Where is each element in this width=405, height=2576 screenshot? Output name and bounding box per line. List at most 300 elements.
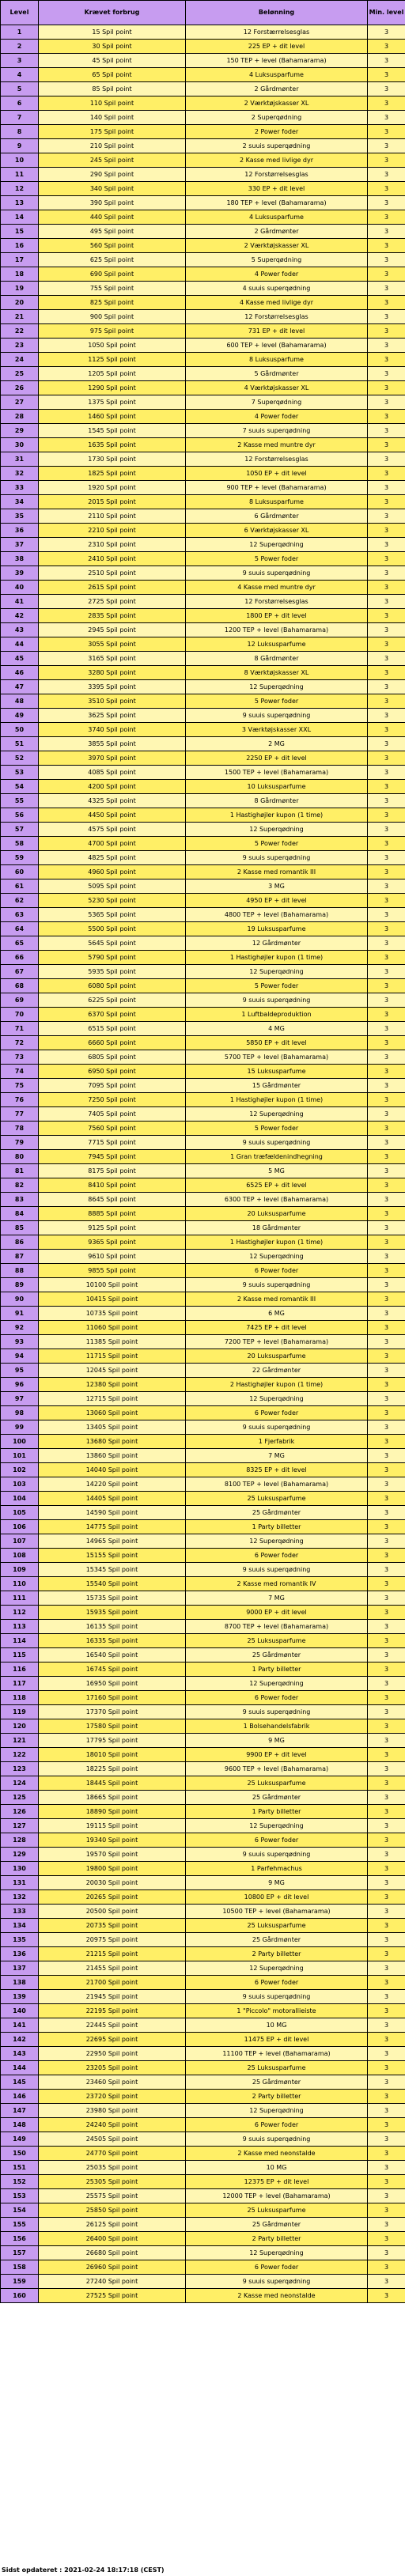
cell-min-level: 3 — [368, 766, 405, 780]
cell-min-level: 3 — [368, 1577, 405, 1591]
cell-reward: 9 suuis superqødning — [186, 1848, 368, 1862]
cell-required-spend: 15935 Spil point — [39, 1606, 186, 1620]
cell-min-level: 3 — [368, 1833, 405, 1848]
table-row — [1, 1093, 405, 1107]
cell-min-level: 3 — [368, 395, 405, 410]
cell-reward: 18 Gårdmønter — [186, 1221, 368, 1235]
cell-required-spend: 23460 Spil point — [39, 2075, 186, 2090]
cell-required-spend: 19115 Spil point — [39, 1819, 186, 1833]
table-row — [1, 353, 405, 367]
cell-reward: 9 suuis superqødning — [186, 709, 368, 723]
cell-level: 17 — [1, 253, 39, 267]
cell-min-level: 3 — [368, 1292, 405, 1307]
table-row — [1, 395, 405, 410]
cell-reward: 25 Luksusparfume — [186, 1776, 368, 1791]
table-row — [1, 808, 405, 823]
cell-required-spend: 27240 Spil point — [39, 2275, 186, 2289]
header-min-level: Min. level — [368, 1, 405, 25]
table-row — [1, 609, 405, 623]
cell-required-spend: 19800 Spil point — [39, 1862, 186, 1876]
cell-reward: 8700 TEP + level (Bahamarama) — [186, 1620, 368, 1634]
cell-min-level: 3 — [368, 1677, 405, 1691]
cell-min-level: 3 — [368, 808, 405, 823]
cell-min-level: 3 — [368, 1264, 405, 1278]
table-row — [1, 2075, 405, 2090]
cell-reward: 4950 EP + dit level — [186, 894, 368, 908]
cell-required-spend: 8410 Spil point — [39, 1178, 186, 1193]
cell-reward: 1 "Piccolo" motorallieiste — [186, 2004, 368, 2018]
table-row — [1, 1492, 405, 1506]
cell-required-spend: 2310 Spil point — [39, 538, 186, 552]
cell-level: 71 — [1, 1022, 39, 1036]
cell-reward: 2 Party billetter — [186, 2232, 368, 2246]
cell-required-spend: 1635 Spil point — [39, 438, 186, 452]
cell-reward: 9 MG — [186, 1734, 368, 1748]
table-row — [1, 1022, 405, 1036]
cell-reward: 12 Superqødning — [186, 823, 368, 837]
table-row — [1, 168, 405, 182]
cell-level: 96 — [1, 1378, 39, 1392]
cell-level: 30 — [1, 438, 39, 452]
cell-min-level: 3 — [368, 1392, 405, 1406]
table-row — [1, 1122, 405, 1136]
cell-level: 76 — [1, 1093, 39, 1107]
cell-min-level: 3 — [368, 2189, 405, 2203]
cell-required-spend: 6805 Spil point — [39, 1050, 186, 1065]
table-row — [1, 2260, 405, 2275]
cell-reward: 2 Kasse med romantik III — [186, 865, 368, 879]
table-row — [1, 1549, 405, 1563]
cell-reward: 11475 EP + dit level — [186, 2033, 368, 2047]
cell-reward: 15 Gårdmønter — [186, 1079, 368, 1093]
cell-required-spend: 340 Spil point — [39, 182, 186, 196]
cell-level: 37 — [1, 538, 39, 552]
cell-level: 82 — [1, 1178, 39, 1193]
cell-level: 70 — [1, 1008, 39, 1022]
table-row — [1, 1164, 405, 1178]
cell-level: 36 — [1, 524, 39, 538]
cell-required-spend: 16335 Spil point — [39, 1634, 186, 1648]
table-row — [1, 239, 405, 253]
cell-min-level: 3 — [368, 851, 405, 865]
table-row — [1, 381, 405, 395]
cell-reward: 12 Superqødning — [186, 1534, 368, 1549]
cell-required-spend: 9855 Spil point — [39, 1264, 186, 1278]
cell-level: 27 — [1, 395, 39, 410]
cell-reward: 9 suuis superqødning — [186, 566, 368, 581]
cell-level: 43 — [1, 623, 39, 637]
cell-required-spend: 20975 Spil point — [39, 1933, 186, 1947]
cell-required-spend: 15155 Spil point — [39, 1549, 186, 1563]
cell-min-level: 3 — [368, 1335, 405, 1349]
table-row — [1, 1848, 405, 1862]
table-row — [1, 40, 405, 54]
table-row — [1, 1235, 405, 1250]
cell-required-spend: 2725 Spil point — [39, 595, 186, 609]
cell-level: 97 — [1, 1392, 39, 1406]
cell-level: 157 — [1, 2246, 39, 2260]
cell-level: 113 — [1, 1620, 39, 1634]
cell-required-spend: 2410 Spil point — [39, 552, 186, 566]
cell-level: 57 — [1, 823, 39, 837]
table-row — [1, 1079, 405, 1093]
table-row — [1, 1933, 405, 1947]
cell-level: 18 — [1, 267, 39, 282]
table-row — [1, 1193, 405, 1207]
cell-reward: 900 TEP + level (Bahamarama) — [186, 481, 368, 495]
cell-level: 52 — [1, 751, 39, 766]
cell-min-level: 3 — [368, 2260, 405, 2275]
cell-level: 142 — [1, 2033, 39, 2047]
cell-reward: 5 MG — [186, 1164, 368, 1178]
cell-level: 102 — [1, 1463, 39, 1477]
cell-reward: 9 suuis superqødning — [186, 2275, 368, 2289]
cell-required-spend: 7560 Spil point — [39, 1122, 186, 1136]
cell-reward: 4 MG — [186, 1022, 368, 1036]
table-row — [1, 282, 405, 296]
cell-reward: 6525 EP + dit level — [186, 1178, 368, 1193]
cell-min-level: 3 — [368, 1719, 405, 1734]
cell-required-spend: 15 Spil point — [39, 25, 186, 40]
cell-min-level: 3 — [368, 225, 405, 239]
cell-min-level: 3 — [368, 324, 405, 339]
table-row — [1, 851, 405, 865]
table-row — [1, 666, 405, 680]
cell-required-spend: 1290 Spil point — [39, 381, 186, 395]
table-row — [1, 139, 405, 153]
table-row — [1, 196, 405, 210]
cell-required-spend: 20735 Spil point — [39, 1919, 186, 1933]
cell-min-level: 3 — [368, 1876, 405, 1890]
cell-required-spend: 6225 Spil point — [39, 993, 186, 1008]
cell-required-spend: 19570 Spil point — [39, 1848, 186, 1862]
cell-level: 80 — [1, 1150, 39, 1164]
cell-min-level: 3 — [368, 1776, 405, 1791]
cell-min-level: 3 — [368, 1549, 405, 1563]
cell-min-level: 3 — [368, 182, 405, 196]
cell-required-spend: 7945 Spil point — [39, 1150, 186, 1164]
cell-level: 101 — [1, 1449, 39, 1463]
cell-level: 9 — [1, 139, 39, 153]
cell-min-level: 3 — [368, 1150, 405, 1164]
cell-min-level: 3 — [368, 1591, 405, 1606]
cell-required-spend: 2835 Spil point — [39, 609, 186, 623]
cell-required-spend: 6370 Spil point — [39, 1008, 186, 1022]
cell-level: 2 — [1, 40, 39, 54]
cell-reward: 25 Luksusparfume — [186, 2203, 368, 2218]
cell-min-level: 3 — [368, 267, 405, 282]
cell-required-spend: 25305 Spil point — [39, 2175, 186, 2189]
table-row — [1, 1805, 405, 1819]
cell-required-spend: 1545 Spil point — [39, 424, 186, 438]
cell-required-spend: 15345 Spil point — [39, 1563, 186, 1577]
cell-required-spend: 11060 Spil point — [39, 1321, 186, 1335]
cell-required-spend: 18225 Spil point — [39, 1762, 186, 1776]
cell-level: 4 — [1, 68, 39, 82]
table-row — [1, 1506, 405, 1520]
table-row — [1, 2218, 405, 2232]
cell-min-level: 3 — [368, 2104, 405, 2118]
table-row — [1, 2275, 405, 2289]
cell-required-spend: 1920 Spil point — [39, 481, 186, 495]
cell-min-level: 3 — [368, 1506, 405, 1520]
cell-reward: 3 MG — [186, 879, 368, 894]
cell-required-spend: 3970 Spil point — [39, 751, 186, 766]
cell-required-spend: 20030 Spil point — [39, 1876, 186, 1890]
cell-level: 136 — [1, 1947, 39, 1961]
cell-reward: 2 suuis superqødning — [186, 139, 368, 153]
cell-level: 154 — [1, 2203, 39, 2218]
cell-required-spend: 17160 Spil point — [39, 1691, 186, 1705]
cell-min-level: 3 — [368, 1976, 405, 1990]
cell-min-level: 3 — [368, 1463, 405, 1477]
cell-level: 50 — [1, 723, 39, 737]
cell-min-level: 3 — [368, 1919, 405, 1933]
table-row — [1, 2047, 405, 2061]
cell-required-spend: 8885 Spil point — [39, 1207, 186, 1221]
cell-reward: 4 Luksusparfume — [186, 68, 368, 82]
cell-reward: 12 Superqødning — [186, 2246, 368, 2260]
cell-min-level: 3 — [368, 111, 405, 125]
cell-min-level: 3 — [368, 424, 405, 438]
cell-level: 93 — [1, 1335, 39, 1349]
cell-level: 24 — [1, 353, 39, 367]
table-row — [1, 993, 405, 1008]
cell-reward: 5 Gårdmønter — [186, 367, 368, 381]
table-row — [1, 1919, 405, 1933]
cell-level: 103 — [1, 1477, 39, 1492]
cell-min-level: 3 — [368, 1492, 405, 1506]
cell-reward: 2 Party billetter — [186, 1947, 368, 1961]
cell-level: 129 — [1, 1848, 39, 1862]
cell-required-spend: 4825 Spil point — [39, 851, 186, 865]
cell-required-spend: 1375 Spil point — [39, 395, 186, 410]
cell-reward: 11100 TEP + level (Bahamarama) — [186, 2047, 368, 2061]
cell-required-spend: 2210 Spil point — [39, 524, 186, 538]
cell-required-spend: 440 Spil point — [39, 210, 186, 225]
table-row — [1, 552, 405, 566]
cell-min-level: 3 — [368, 1762, 405, 1776]
cell-min-level: 3 — [368, 879, 405, 894]
table-row — [1, 324, 405, 339]
cell-reward: 5 Power foder — [186, 694, 368, 709]
cell-level: 75 — [1, 1079, 39, 1093]
cell-required-spend: 1050 Spil point — [39, 339, 186, 353]
cell-reward: 1 Bolsehandelsfabrik — [186, 1719, 368, 1734]
cell-required-spend: 25575 Spil point — [39, 2189, 186, 2203]
table-row — [1, 794, 405, 808]
cell-required-spend: 4575 Spil point — [39, 823, 186, 837]
cell-level: 7 — [1, 111, 39, 125]
cell-required-spend: 21455 Spil point — [39, 1961, 186, 1976]
cell-reward: 19 Luksusparfume — [186, 922, 368, 936]
cell-reward: 12 Superqødning — [186, 538, 368, 552]
cell-level: 160 — [1, 2289, 39, 2303]
cell-reward: 6 Power foder — [186, 1264, 368, 1278]
cell-min-level: 3 — [368, 1364, 405, 1378]
cell-min-level: 3 — [368, 1193, 405, 1207]
cell-level: 151 — [1, 2161, 39, 2175]
table-row — [1, 1833, 405, 1848]
table-row — [1, 922, 405, 936]
cell-required-spend: 18445 Spil point — [39, 1776, 186, 1791]
table-row — [1, 1691, 405, 1705]
cell-level: 49 — [1, 709, 39, 723]
cell-min-level: 3 — [368, 680, 405, 694]
cell-level: 147 — [1, 2104, 39, 2118]
cell-reward: 25 Gårdmønter — [186, 1791, 368, 1805]
cell-required-spend: 2945 Spil point — [39, 623, 186, 637]
cell-min-level: 3 — [368, 1321, 405, 1335]
cell-min-level: 3 — [368, 2218, 405, 2232]
table-row — [1, 623, 405, 637]
cell-required-spend: 27525 Spil point — [39, 2289, 186, 2303]
cell-min-level: 3 — [368, 737, 405, 751]
table-row — [1, 1577, 405, 1591]
cell-required-spend: 6080 Spil point — [39, 979, 186, 993]
cell-level: 63 — [1, 908, 39, 922]
table-row — [1, 2033, 405, 2047]
cell-level: 12 — [1, 182, 39, 196]
table-row — [1, 1264, 405, 1278]
cell-required-spend: 11385 Spil point — [39, 1335, 186, 1349]
cell-required-spend: 8645 Spil point — [39, 1193, 186, 1207]
cell-min-level: 3 — [368, 168, 405, 182]
table-row — [1, 1036, 405, 1050]
cell-level: 79 — [1, 1136, 39, 1150]
cell-required-spend: 9365 Spil point — [39, 1235, 186, 1250]
cell-reward: 225 EP + dit level — [186, 40, 368, 54]
cell-reward: 8100 TEP + level (Bahamarama) — [186, 1477, 368, 1492]
cell-level: 21 — [1, 310, 39, 324]
table-row — [1, 125, 405, 139]
cell-reward: 10 Luksusparfume — [186, 780, 368, 794]
cell-level: 13 — [1, 196, 39, 210]
cell-reward: 5 Power foder — [186, 979, 368, 993]
cell-required-spend: 15540 Spil point — [39, 1577, 186, 1591]
table-row — [1, 894, 405, 908]
cell-required-spend: 15735 Spil point — [39, 1591, 186, 1606]
cell-level: 11 — [1, 168, 39, 182]
cell-required-spend: 900 Spil point — [39, 310, 186, 324]
cell-required-spend: 3510 Spil point — [39, 694, 186, 709]
cell-level: 114 — [1, 1634, 39, 1648]
cell-required-spend: 22195 Spil point — [39, 2004, 186, 2018]
cell-min-level: 3 — [368, 1805, 405, 1819]
table-row — [1, 1307, 405, 1321]
cell-required-spend: 12715 Spil point — [39, 1392, 186, 1406]
table-row — [1, 538, 405, 552]
table-row — [1, 1420, 405, 1435]
cell-reward: 8 Værktøjskasser XL — [186, 666, 368, 680]
table-row — [1, 951, 405, 965]
table-row — [1, 837, 405, 851]
cell-reward: 12 Gårdmønter — [186, 936, 368, 951]
table-row — [1, 1648, 405, 1662]
cell-reward: 7 MG — [186, 1591, 368, 1606]
cell-min-level: 3 — [368, 495, 405, 509]
cell-level: 54 — [1, 780, 39, 794]
cell-level: 156 — [1, 2232, 39, 2246]
cell-required-spend: 17370 Spil point — [39, 1705, 186, 1719]
cell-level: 6 — [1, 96, 39, 111]
cell-level: 150 — [1, 2147, 39, 2161]
cell-min-level: 3 — [368, 1093, 405, 1107]
cell-level: 55 — [1, 794, 39, 808]
table-row — [1, 780, 405, 794]
cell-required-spend: 7715 Spil point — [39, 1136, 186, 1150]
cell-level: 105 — [1, 1506, 39, 1520]
cell-min-level: 3 — [368, 922, 405, 936]
cell-min-level: 3 — [368, 908, 405, 922]
table-row — [1, 2232, 405, 2246]
cell-reward: 1500 TEP + level (Bahamarama) — [186, 766, 368, 780]
cell-reward: 10 MG — [186, 2018, 368, 2033]
cell-level: 122 — [1, 1748, 39, 1762]
cell-min-level: 3 — [368, 1079, 405, 1093]
cell-min-level: 3 — [368, 823, 405, 837]
cell-reward: 8 Gårdmønter — [186, 794, 368, 808]
cell-reward: 4 Værktøjskasser XL — [186, 381, 368, 395]
cell-min-level: 3 — [368, 1420, 405, 1435]
table-row — [1, 424, 405, 438]
table-row — [1, 1748, 405, 1762]
cell-reward: 12000 TEP + level (Bahamarama) — [186, 2189, 368, 2203]
table-row — [1, 2004, 405, 2018]
cell-reward: 1 Hastighøjler kupon (1 time) — [186, 808, 368, 823]
cell-reward: 12 Superqødning — [186, 965, 368, 979]
cell-reward: 12375 EP + dit level — [186, 2175, 368, 2189]
cell-reward: 12 Superqødning — [186, 1392, 368, 1406]
cell-required-spend: 1460 Spil point — [39, 410, 186, 424]
cell-level: 104 — [1, 1492, 39, 1506]
cell-min-level: 3 — [368, 353, 405, 367]
cell-level: 90 — [1, 1292, 39, 1307]
cell-level: 65 — [1, 936, 39, 951]
table-row — [1, 1677, 405, 1691]
cell-required-spend: 13860 Spil point — [39, 1449, 186, 1463]
cell-min-level: 3 — [368, 623, 405, 637]
table-row — [1, 82, 405, 96]
cell-required-spend: 13405 Spil point — [39, 1420, 186, 1435]
table-row — [1, 1762, 405, 1776]
cell-required-spend: 45 Spil point — [39, 54, 186, 68]
cell-reward: 330 EP + dit level — [186, 182, 368, 196]
table-row — [1, 153, 405, 168]
table-row — [1, 2246, 405, 2260]
cell-reward: 5 Superqødning — [186, 253, 368, 267]
cell-level: 158 — [1, 2260, 39, 2275]
cell-reward: 8 Luksusparfume — [186, 495, 368, 509]
cell-reward: 2 Værktøjskasser XL — [186, 96, 368, 111]
cell-reward: 5850 EP + dit level — [186, 1036, 368, 1050]
table-row — [1, 1278, 405, 1292]
cell-required-spend: 9610 Spil point — [39, 1250, 186, 1264]
cell-required-spend: 26125 Spil point — [39, 2218, 186, 2232]
cell-level: 73 — [1, 1050, 39, 1065]
cell-level: 35 — [1, 509, 39, 524]
table-row — [1, 310, 405, 324]
cell-level: 131 — [1, 1876, 39, 1890]
cell-min-level: 3 — [368, 1065, 405, 1079]
cell-reward: 25 Luksusparfume — [186, 1492, 368, 1506]
cell-level: 148 — [1, 2118, 39, 2132]
table-row — [1, 1947, 405, 1961]
cell-required-spend: 23205 Spil point — [39, 2061, 186, 2075]
cell-reward: 2 MG — [186, 737, 368, 751]
cell-level: 146 — [1, 2090, 39, 2104]
cell-level: 29 — [1, 424, 39, 438]
